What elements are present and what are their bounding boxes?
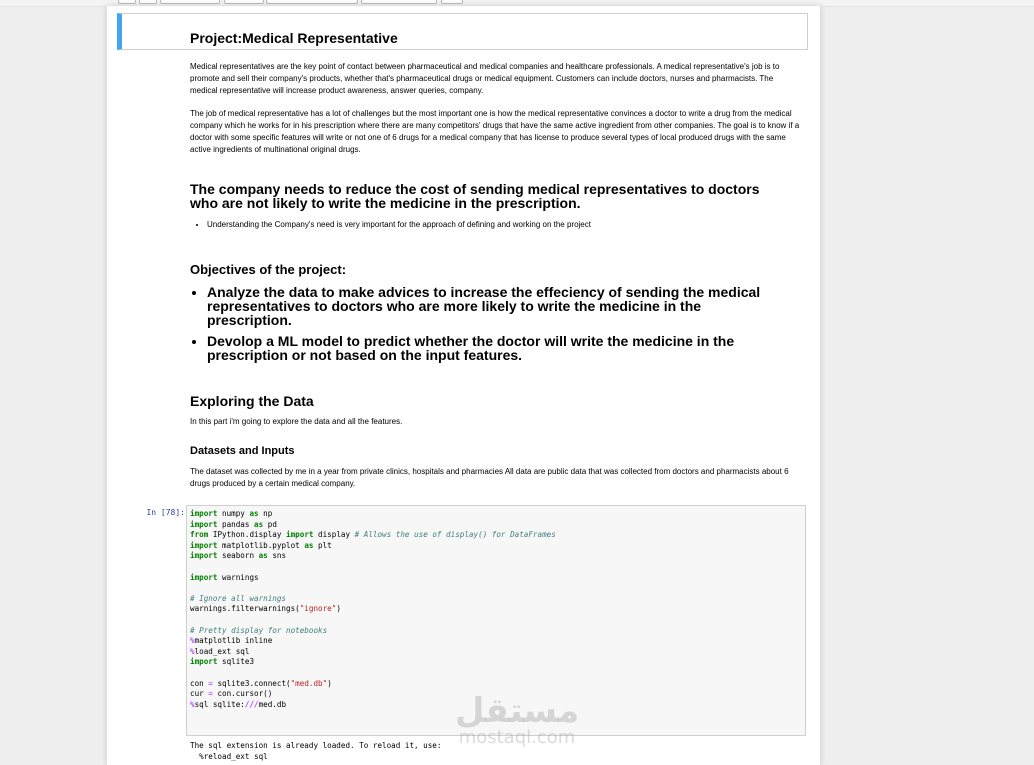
datasets-heading: Datasets and Inputs xyxy=(190,445,295,457)
watermark-latin: mostaql.com xyxy=(458,727,576,748)
code-cell-output: The sql extension is already loaded. To reload it, use: %reload_ext sql xyxy=(190,741,442,761)
problem-bullet: • Understanding the Company's need is very important for the approach of defining and working on the project xyxy=(207,220,591,229)
explore-text: In this part i'm going to explore the data and all the features. xyxy=(190,417,403,426)
watermark-arabic: مستقل xyxy=(454,691,580,731)
code-cell-input[interactable]: import numpy as np import pandas as pd from IPython.display import display # Allows the use of display() for DataFrames import matplotlib.pyplot as plt import seaborn as sns import warnings # Ignore all warnings warnings.filterwarnings("ignore") # Pretty display for notebooks %matplotlib inline %load_ext sql import sqlite3 con = sqlite3.connect("med.db") cur = con.cursor() %sql sqlite:///med.db xyxy=(186,505,806,736)
intro-paragraph-1: Medical representatives are the key point of contact between pharmaceutical and medical companies and healthcare professionals. A medical representative's job is to promote and sell their company's products, whether that's pharmaceutical drugs or medical equipment. Customers can include doctors, nurses and pharmacists. The medical representative will increase product awareness, answer queries, company. xyxy=(190,62,780,95)
watermark-logo xyxy=(452,693,582,747)
explore-heading: Exploring the Data xyxy=(190,393,314,409)
toolbar-button[interactable] xyxy=(118,0,136,4)
objective-item: • Devolop a ML model to predict whether the doctor will write the medicine in the prescription or not based on the input features. xyxy=(207,334,777,362)
objectives-heading: Objectives of the project: xyxy=(190,262,347,277)
cell-type-select[interactable] xyxy=(361,0,437,4)
problem-list xyxy=(190,220,591,229)
code-cell-prompt: In [78]: xyxy=(146,508,185,517)
intro-paragraph-2: The job of medical representative has a lot of challenges but the most important one is how the medical representative convinces a doctor to write a drug from the medical company which he works for in his prescription where there are many competitors' drugs that have the same active ingredient from other companies. The goal is to know if a doctor with some specific features will write or not one of 6 drugs for a medical company that has license to produce several types of local produced drugs with the same active ingredients of multinational original drugs. xyxy=(190,109,800,154)
objectives-list xyxy=(190,285,777,369)
toolbar-button[interactable] xyxy=(266,0,358,4)
objective-item: • Analyze the data to make advices to increase the effeciency of sending the medical representatives to doctors who are more likely to write the medicine in the prescription. xyxy=(207,285,777,327)
datasets-text: The dataset was collected by me in a year from private clinics, hospitals and pharmacies All data are public data that was collected from doctors and pharmacists about 6 drugs produced by a certain medical company. xyxy=(190,467,789,488)
toolbar-button[interactable] xyxy=(160,0,220,4)
notebook-title: Project:Medical Representative xyxy=(190,30,398,46)
problem-heading: The company needs to reduce the cost of sending medical representatives to doctors who are not likely to write the medicine in the prescription. xyxy=(190,181,760,211)
toolbar-button[interactable] xyxy=(139,0,157,4)
toolbar-button[interactable] xyxy=(441,0,463,4)
notebook-container xyxy=(107,6,820,765)
toolbar-button[interactable] xyxy=(224,0,264,4)
